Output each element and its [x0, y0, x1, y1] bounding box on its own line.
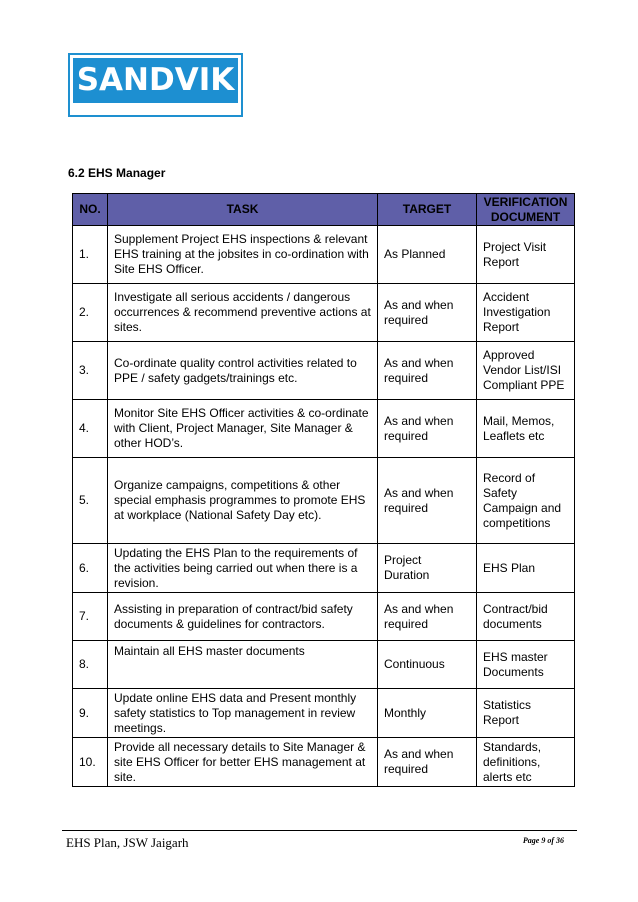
row-task: Update online EHS data and Present monthly safety statistics to Top management in review meetings. — [108, 689, 378, 738]
row-verification: Accident Investigation Report — [477, 284, 575, 342]
row-verification: Standards, definitions, alerts etc — [477, 738, 575, 787]
row-task: Monitor Site EHS Officer activities & co-ordinate with Client, Project Manager, Site Manager & other HOD’s. — [108, 400, 378, 458]
row-task: Investigate all serious accidents / dangerous occurrences & recommend preventive actions at sites. — [108, 284, 378, 342]
table-row — [73, 342, 575, 400]
sandvik-logo — [68, 53, 243, 117]
table-row — [73, 738, 575, 787]
row-task: Updating the EHS Plan to the requirements of the activities being carried out when there is a revision. — [108, 544, 378, 593]
row-no: 8. — [73, 641, 108, 689]
table-row — [73, 544, 575, 593]
row-no: 7. — [73, 593, 108, 641]
row-no: 10. — [73, 738, 108, 787]
row-target: As and when required — [378, 458, 477, 544]
table-header-row — [73, 194, 575, 226]
row-verification: Project Visit Report — [477, 226, 575, 284]
logo-text: SANDVIK — [76, 62, 235, 98]
footer-document-name: EHS Plan, JSW Jaigarh — [66, 835, 189, 850]
row-no: 9. — [73, 689, 108, 738]
row-target: Monthly — [378, 689, 477, 738]
footer-divider — [62, 830, 577, 831]
header-no: NO. — [73, 194, 108, 226]
table-row — [73, 689, 575, 738]
row-verification: Record of Safety Campaign and competitions — [477, 458, 575, 544]
row-target: As and when required — [378, 284, 477, 342]
row-no: 2. — [73, 284, 108, 342]
row-task: Organize campaigns, competitions & other special emphasis programmes to promote EHS at workplace (National Safety Day etc). — [108, 458, 378, 544]
row-target: As and when required — [378, 400, 477, 458]
header-task: TASK — [108, 194, 378, 226]
row-target: As Planned — [378, 226, 477, 284]
row-no: 5. — [73, 458, 108, 544]
row-target: As and when required — [378, 738, 477, 787]
row-verification: Contract/bid documents — [477, 593, 575, 641]
row-task: Maintain all EHS master documents — [108, 641, 378, 689]
row-verification: Approved Vendor List/ISI Compliant PPE — [477, 342, 575, 400]
header-verification: VERIFICATION DOCUMENT — [477, 194, 575, 226]
row-verification: Statistics Report — [477, 689, 575, 738]
row-target: As and when required — [378, 342, 477, 400]
row-verification: Mail, Memos, Leaflets etc — [477, 400, 575, 458]
row-verification: EHS Plan — [477, 544, 575, 593]
table-row — [73, 593, 575, 641]
table-row — [73, 400, 575, 458]
row-no: 6. — [73, 544, 108, 593]
row-task: Co-ordinate quality control activities related to PPE / safety gadgets/trainings etc. — [108, 342, 378, 400]
table-row — [73, 284, 575, 342]
row-task: Supplement Project EHS inspections & relevant EHS training at the jobsites in co-ordination with Site EHS Officer. — [108, 226, 378, 284]
table-row — [73, 226, 575, 284]
section-title: 6.2 EHS Manager — [68, 166, 166, 180]
footer-page-number: Page 9 of 36 — [522, 836, 564, 845]
row-target: As and when required — [378, 593, 477, 641]
ehs-task-table — [72, 193, 575, 787]
row-target: Continuous — [378, 641, 477, 689]
row-task: Assisting in preparation of contract/bid safety documents & guidelines for contractors. — [108, 593, 378, 641]
table-row — [73, 458, 575, 544]
row-no: 4. — [73, 400, 108, 458]
row-no: 1. — [73, 226, 108, 284]
logo-banner — [73, 58, 238, 103]
row-task: Provide all necessary details to Site Manager & site EHS Officer for better EHS management at site. — [108, 738, 378, 787]
row-verification: EHS master Documents — [477, 641, 575, 689]
row-target: Project Duration — [378, 544, 477, 593]
table-row — [73, 641, 575, 689]
header-target: TARGET — [378, 194, 477, 226]
row-no: 3. — [73, 342, 108, 400]
